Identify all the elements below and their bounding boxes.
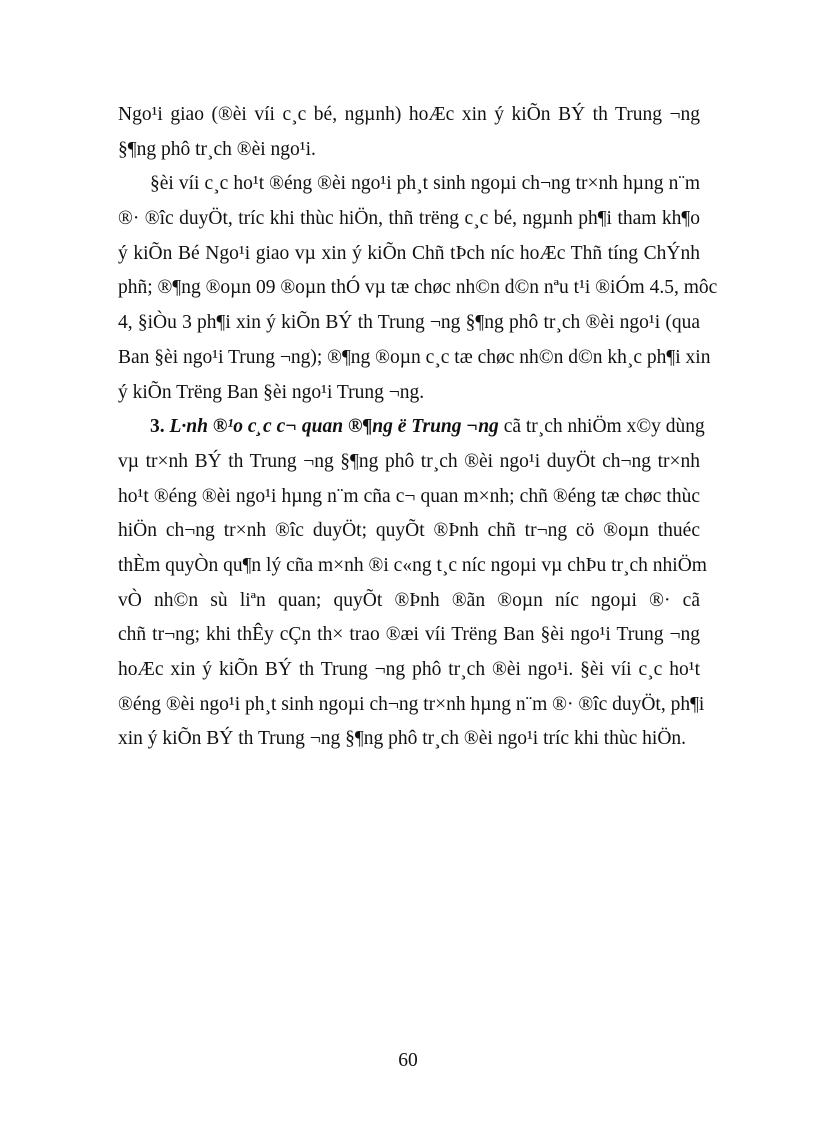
text-line: ý kiÕn Bé Ngo¹i giao vµ xin ý kiÕn Chñ tÞch níc hoÆc Thñ tíng ChÝnh [118, 242, 700, 264]
text-line: Ngo¹i giao (®èi víi c¸c bé, ngµnh) hoÆc xin ý kiÕn BÝ th Trung ¬ng [118, 104, 700, 125]
text-line: 4, §iÒu 3 ph¶i xin ý kiÕn BÝ th Trung ¬ng §¶ng phô tr¸ch ®èi ngo¹i (qua [118, 312, 700, 334]
text-line: ®éng ®èi ngo¹i ph¸t sinh ngoµi ch¬ng tr×nh hµng n¨m ®· ®îc duyÖt, ph¶i [118, 693, 705, 715]
section-number: 3. [150, 416, 165, 438]
heading-line-rest: cã tr¸ch nhiÖm x©y dùng [503, 416, 705, 438]
text-line: Ban §èi ngo¹i Trung ¬ng); ®¶ng ®oµn c¸c tæ chøc nh©n d©n kh¸c ph¶i xin [118, 346, 711, 368]
text-line: §èi víi c¸c ho¹t ®éng ®èi ngo¹i ph¸t sinh ngoµi ch¬ng tr×nh hµng n¨m [150, 173, 700, 195]
text-line: phñ; ®¶ng ®oµn 09 ®oµn thÓ vµ tæ chøc nh©n d©n nªu t¹i ®iÓm 4.5, môc [118, 277, 718, 299]
text-line: ho¹t ®éng ®èi ngo¹i hµng n¨m cña c¬ quan m×nh; chñ ®éng tæ chøc thùc [118, 485, 700, 507]
text-line: §¶ng phô tr¸ch ®èi ngo¹i. [118, 138, 316, 160]
paragraph-2 [118, 167, 718, 410]
text-line: thÈm quyÒn qu¶n lý cña m×nh ®i c«ng t¸c níc ngoµi vµ chÞu tr¸ch nhiÖm [118, 554, 707, 576]
text-line: vµ tr×nh BÝ th Trung ¬ng §¶ng phô tr¸ch ®èi ngo¹i duyÖt ch¬ng tr×nh [118, 450, 700, 472]
text-line: hiÖn ch¬ng tr×nh ®îc duyÖt; quyÕt ®Þnh chñ tr¬ng cö ®oµn thuéc [118, 520, 700, 542]
text-line: hoÆc xin ý kiÕn BÝ th Trung ¬ng phô tr¸ch ®èi ngo¹i. §èi víi c¸c ho¹t [118, 659, 700, 680]
page-number: 60 [398, 1050, 418, 1071]
text-line: ý kiÕn Trëng Ban §èi ngo¹i Trung ¬ng. [118, 381, 425, 403]
text-line: xin ý kiÕn BÝ th Trung ¬ng §¶ng phô tr¸ch ®èi ngo¹i tríc khi thùc hiÖn. [118, 728, 687, 750]
section-heading: L·nh ®¹o c¸c c¬ quan ®¶ng ë Trung ¬ng [169, 416, 499, 438]
text-line: vÒ nh©n sù liªn quan; quyÕt ®Þnh ®ãn ®oµn níc ngoµi ®· cã [118, 589, 700, 611]
text-line: ®· ®îc duyÖt, tríc khi thùc hiÖn, thñ trëng c¸c bé, ngµnh ph¶i tham kh¶o [118, 208, 700, 230]
text-line: chñ tr¬ng; khi thÊy cÇn th× trao ®æi víi Trëng Ban §èi ngo¹i Trung ¬ng [118, 624, 700, 646]
paragraph-3 [118, 410, 707, 757]
paragraph-1 [118, 98, 700, 167]
body-text [118, 98, 718, 757]
text-line [118, 410, 705, 445]
